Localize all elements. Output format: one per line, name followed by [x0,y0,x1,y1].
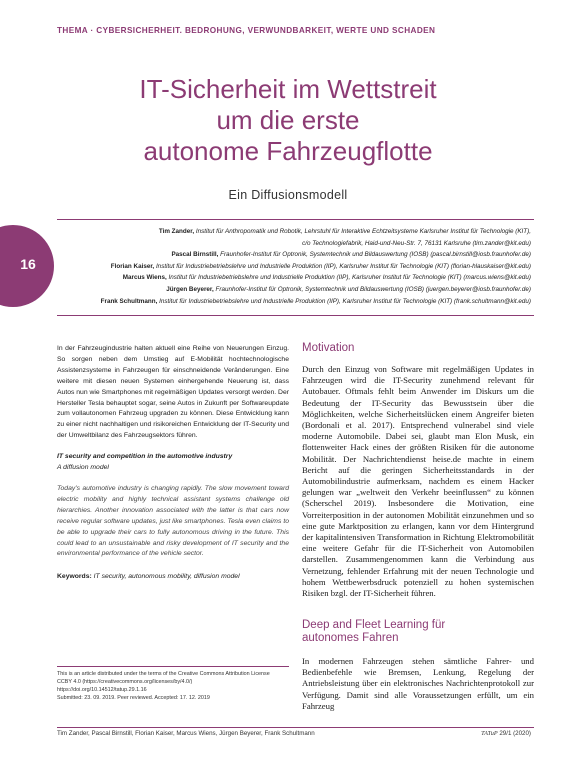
body-deep-learning: In modernen Fahrzeugen stehen sämtliche Fahrer- und Bedienbefehle wie Bremsen, Lenkung, Regelung der Antriebsleistung über ein elektronisches Nachrichtenprotokoll zur Verfügung. Damit sind alle Voraussetzungen erfüllt, um ein Fahrzeug [302,656,534,711]
page-number: 16 [20,256,36,272]
author-line: Frank Schultmann, Institut für Industriebetriebslehre und Industrielle Produktion (IIP), Karlsruher Institut für Technologie (KIT) (frank.schultmann@kit.edu) [100,297,531,305]
divider-top [57,219,534,220]
english-title: IT security and competition in the automotive industry [57,453,233,461]
abstract-de: In der Fahrzeugindustrie halten aktuell eine Reihe von Neuerungen Einzug. So sorgen neben dem Umstieg auf E-Mobilität hochtechnologische Assistenzsysteme in Fahrzeugen für einschneidende Veränderungen. Eine weitere mit diesen neuen Systemen einhergehende Neuerung ist, dass Autos nun wie Smartphones mit regelmäßigen Updates versorgt werden. Der Hersteller Tesla behauptet sogar, seine Autos in Zukunft per Softwareupdate zum vollautonomen Fahrzeug upgraden zu können. Diese Entwicklung kann zu einer nicht nachhaltigen und risikoreichen Entwicklung der IT-Security und der Umweltbilanz des Fahrzeugsektors führen. [57,345,289,440]
author-line: c/o Technologiefabrik, Haid-und-Neu-Str. 7, 76131 Karlsruhe (tim.zander@kit.edu) [302,239,531,247]
heading-motivation: Motivation [302,342,355,354]
author-line: Tim Zander, Institut für Anthropomatik und Robotik, Lehrstuhl für Interaktive Echtzeitsysteme Karlsruher Institut für Technologie (KIT), [158,228,531,235]
author-line: Marcus Wiens, Institut für Industriebetriebslehre und Industrielle Produktion (IIP), Karlsruher Institut für Technologie (KIT) (marcus.wiens@kit.edu) [122,274,531,282]
author-line: Jürgen Beyerer, Fraunhofer-Institut für Optronik, Systemtechnik und Bildauswertung (IOSB) (juergen.beyerer@iosb.fraunhofer.de) [166,285,531,293]
title-line-2: um die erste [216,105,360,135]
abstract-en: Today’s automotive industry is changing rapidly. The slow movement toward electric mobility and highly technical assistant systems challenge old hierarchies. Another innovation associated with the latter is that cars now receive regular software updates, just like smartphones. Tesla even claims to be able to upgrade their cars to fully autonomous driving in the future. This could lead to an unsustainable and risky development of IT security and the environmental performance of the vehicle sector. [57,484,289,558]
title-line-3: autonome Fahrzeugflotte [143,136,433,166]
author-line: Florian Kaiser, Institut für Industriebetriebslehre und Industrielle Produktion (IIP), Karlsruher Institut für Technologie (KIT) (florian-hlauskaiser@kit.edu) [110,262,531,270]
title-line-1: IT-Sicherheit im Wettstreit [139,74,437,104]
journal-logo: TATuP [481,730,498,737]
body-motivation: Durch den Einzug von Software mit regelmäßigen Updates in Fahrzeugen wird die IT-Security zunehmend relevant für Autobauer. Oftmals fehlt beim Anwender im Diskurs um die Bedeutung der IT-Security das Bewusstsein über die Möglichkeiten, welche Sicherheitslücken einem Angreifer bieten (Bordonali et al. 2017). Entsprechend vulnerabel sind viele moderne Automobile. Dabei sei, glaubt man Elon Musk, ein flottenweiter Hack eines der größten Risiken für die autonome Mobilität. Der Nachrichtendienst heise.de machte in einem Bericht auf die geringen Sicherheitsstandards in der Automobilindustrie aufmerksam, nachdem es einem Hacker gelungen war „weltweit den Verkehr beeinflussen“ zu können (Scherschel 2019). Insbesondere die Motivation, eine Vorreiterposition in der autonomen Mobilität einzunehmen und so eine gute Marktposition zu erlangen, kann vor dem Hintergrund der kapitalintensiven Transformation in Richtung Elektromobilität eine weitere Gefahr für die IT-Sicherheit von Automobilen darstellen. Zusammengenommen kann die Verbindung aus Vernetzung, fehlender Erfahrung mit der neuen Technologie und hohem Wettbewerbsdruck potenziell zu hohen systemischen Risiken bzgl. der IT-Sicherheit führen. [302,364,534,599]
footer-divider [57,727,534,728]
journal-issue: 29/1 (2020) [499,730,531,737]
footer-authors: Tim Zander, Pascal Birnstill, Florian Kaiser, Marcus Wiens, Jürgen Beyerer, Frank Schultmann [57,730,315,737]
section-header: THEMA · CYBERSICHERHEIT. BEDROHUNG, VERWUNDBARKEIT, WERTE UND SCHADEN [57,26,436,35]
article-title [0,74,576,167]
article-subtitle: Ein Diffusionsmodell [228,188,348,202]
divider-authors [57,315,534,316]
author-list [51,226,531,307]
author-line: Pascal Birnstill, Fraunhofer-Institut für Optronik, Systemtechnik und Bildauswertung (IOSB) (pascal.birnstill@iosb.fraunhofer.de) [171,251,531,259]
license-info: This is an article distributed under the terms of the Creative Commons Attribution License CCBY 4.0 (https://creativecommons.org/licenses/by/4.0/) https://doi.org/10.14512/tatup.29.1.16 Submitted: 23. 09. 2019. Peer reviewed. Accepted: 17. 12. 2019 [57,671,270,701]
english-subtitle: A diffusion model [57,464,109,472]
abstract-column [57,344,289,583]
keywords: Keywords: IT security, autonomous mobility, diffusion model [57,573,240,581]
license-divider [57,666,289,667]
heading-deep-learning: Deep and Fleet Learning für autonomes Fahren [302,619,446,644]
footer-journal [481,730,531,737]
